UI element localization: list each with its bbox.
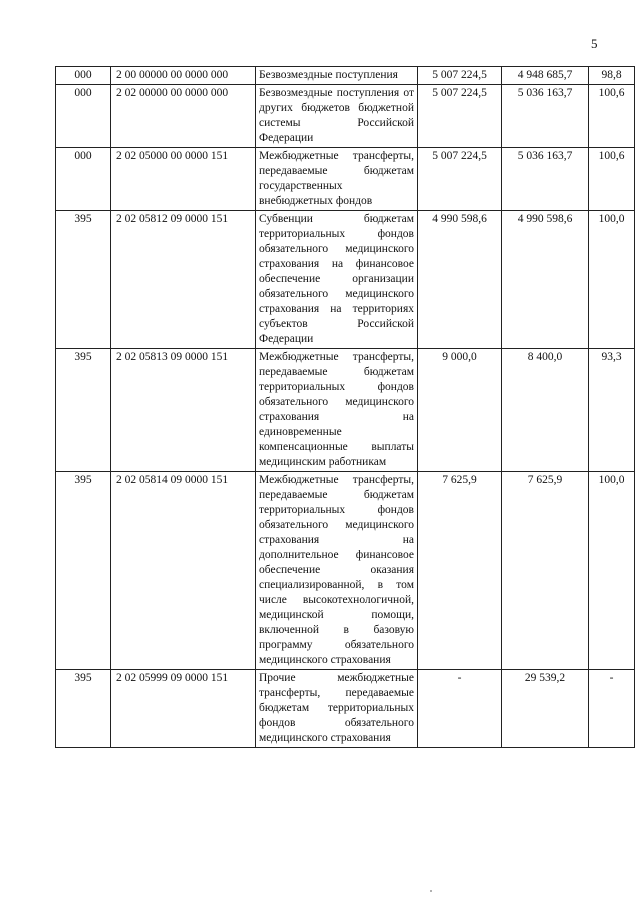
admin-code-cell: 000 bbox=[56, 85, 111, 148]
revenue-name-cell: Субвенции бюджетам территориальных фондов обязательного медицинского страхования на финансовое обеспечение организации обязательного медицинского страхования на территориях субъектов Российской Федерации bbox=[256, 211, 418, 349]
table-row bbox=[56, 670, 635, 748]
execution-percent-cell: - bbox=[589, 670, 635, 748]
admin-code-cell: 395 bbox=[56, 472, 111, 670]
budget-classification-code-cell: 2 02 05000 00 0000 151 bbox=[111, 148, 256, 211]
executed-amount-cell: 29 539,2 bbox=[502, 670, 589, 748]
budget-revenue-table bbox=[55, 66, 635, 748]
revenue-name-cell: Безвозмездные поступления bbox=[256, 67, 418, 85]
execution-percent-cell: 98,8 bbox=[589, 67, 635, 85]
budget-classification-code-cell: 2 02 05814 09 0000 151 bbox=[111, 472, 256, 670]
budget-classification-code-cell: 2 02 00000 00 0000 000 bbox=[111, 85, 256, 148]
table-row bbox=[56, 472, 635, 670]
executed-amount-cell: 4 948 685,7 bbox=[502, 67, 589, 85]
budget-classification-code-cell: 2 00 00000 00 0000 000 bbox=[111, 67, 256, 85]
revenue-name-cell: Безвозмездные поступления от других бюджетов бюджетной системы Российской Федерации bbox=[256, 85, 418, 148]
execution-percent-cell: 100,0 bbox=[589, 472, 635, 670]
budget-classification-code-cell: 2 02 05812 09 0000 151 bbox=[111, 211, 256, 349]
revenue-name-cell: Прочие межбюджетные трансферты, передаваемые бюджетам территориальных фондов обязательного медицинского страхования bbox=[256, 670, 418, 748]
table-row bbox=[56, 85, 635, 148]
table-row bbox=[56, 349, 635, 472]
admin-code-cell: 395 bbox=[56, 211, 111, 349]
scan-speck bbox=[430, 890, 432, 892]
table-row bbox=[56, 67, 635, 85]
executed-amount-cell: 4 990 598,6 bbox=[502, 211, 589, 349]
planned-amount-cell: - bbox=[418, 670, 502, 748]
planned-amount-cell: 4 990 598,6 bbox=[418, 211, 502, 349]
planned-amount-cell: 9 000,0 bbox=[418, 349, 502, 472]
planned-amount-cell: 5 007 224,5 bbox=[418, 148, 502, 211]
revenue-name-cell: Межбюджетные трансферты, передаваемые бюджетам территориальных фондов обязательного медицинского страхования на дополнительное финансовое обеспечение оказания специализированной, в том числе высокотехнологичной, медицинской помощи, включенной в базовую программу обязательного медицинского страхования bbox=[256, 472, 418, 670]
executed-amount-cell: 8 400,0 bbox=[502, 349, 589, 472]
executed-amount-cell: 5 036 163,7 bbox=[502, 85, 589, 148]
page-number: 5 bbox=[591, 36, 598, 51]
table-row bbox=[56, 148, 635, 211]
execution-percent-cell: 93,3 bbox=[589, 349, 635, 472]
planned-amount-cell: 5 007 224,5 bbox=[418, 67, 502, 85]
execution-percent-cell: 100,6 bbox=[589, 148, 635, 211]
planned-amount-cell: 7 625,9 bbox=[418, 472, 502, 670]
executed-amount-cell: 5 036 163,7 bbox=[502, 148, 589, 211]
budget-classification-code-cell: 2 02 05999 09 0000 151 bbox=[111, 670, 256, 748]
budget-classification-code-cell: 2 02 05813 09 0000 151 bbox=[111, 349, 256, 472]
admin-code-cell: 395 bbox=[56, 670, 111, 748]
admin-code-cell: 000 bbox=[56, 67, 111, 85]
planned-amount-cell: 5 007 224,5 bbox=[418, 85, 502, 148]
admin-code-cell: 395 bbox=[56, 349, 111, 472]
executed-amount-cell: 7 625,9 bbox=[502, 472, 589, 670]
execution-percent-cell: 100,0 bbox=[589, 211, 635, 349]
revenue-name-cell: Межбюджетные трансферты, передаваемые бюджетам государственных внебюджетных фондов bbox=[256, 148, 418, 211]
admin-code-cell: 000 bbox=[56, 148, 111, 211]
revenue-name-cell: Межбюджетные трансферты, передаваемые бюджетам территориальных фондов обязательного медицинского страхования на единовременные компенсационные выплаты медицинским работникам bbox=[256, 349, 418, 472]
table-row bbox=[56, 211, 635, 349]
execution-percent-cell: 100,6 bbox=[589, 85, 635, 148]
